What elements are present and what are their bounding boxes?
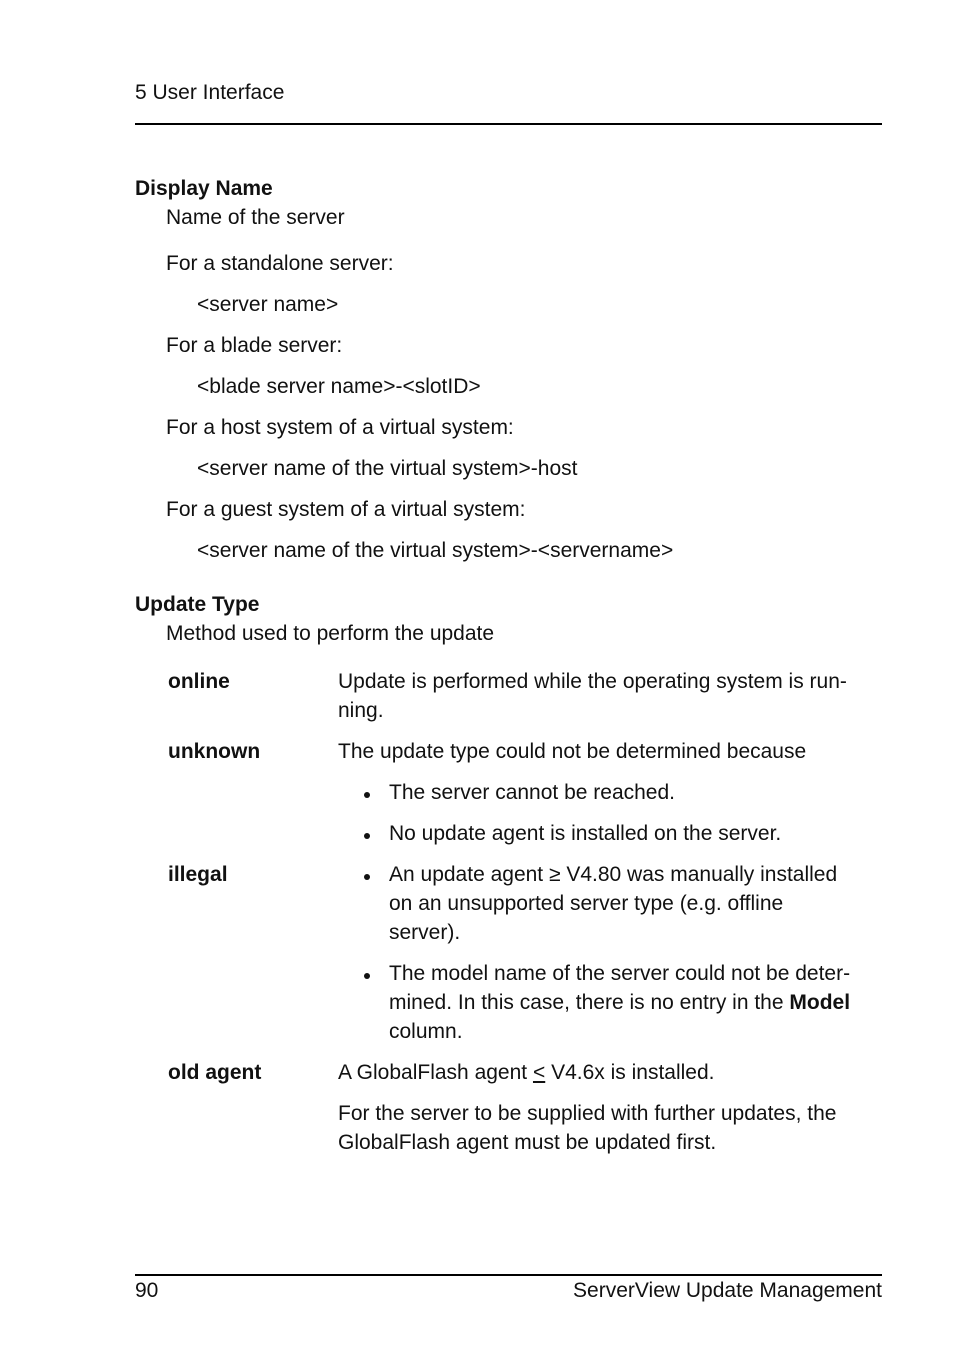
term-online: online [168,670,230,693]
old-agent-note-line2: GlobalFlash agent must be updated first. [338,1131,717,1154]
online-definition-line1: Update is performed while the operating system is run- [338,670,847,693]
term-old-agent: old agent [168,1061,262,1084]
case-label-guest: For a guest system of a virtual system: [166,498,526,521]
illegal-bullet-2-line2 [389,988,850,1017]
case-label-host: For a host system of a virtual system: [166,416,514,439]
update-type-heading: Update Type [135,593,260,616]
bullet-dot [364,792,370,798]
update-type-description: Method used to perform the update [166,622,495,645]
less-equal-symbol: < [532,1061,546,1084]
term-unknown: unknown [168,740,261,763]
bullet-dot [364,874,370,880]
illegal-bullet-2-line2-text: mined. In this case, there is no entry in the [389,991,790,1014]
footer-product-name: ServerView Update Management [573,1279,882,1302]
unknown-bullet-2: No update agent is installed on the server. [389,822,782,845]
unknown-definition: The update type could not be determined because [338,740,807,763]
running-header-chapter: 5 User Interface [135,81,285,104]
illegal-bullet-2-line1: The model name of the server could not be deter- [389,962,851,985]
case-format-guest: <server name of the virtual system>-<servername> [197,539,674,562]
case-label-standalone: For a standalone server: [166,252,394,275]
unknown-bullet-1: The server cannot be reached. [389,781,676,804]
illegal-bullet-1-line1: An update agent ≥ V4.80 was manually installed [389,863,838,886]
online-definition-line2: ning. [338,699,384,722]
illegal-bullet-2-line3: column. [389,1020,463,1043]
case-label-blade: For a blade server: [166,334,343,357]
case-format-standalone: <server name> [197,293,339,316]
old-agent-text-post: V4.6x is installed. [545,1061,715,1084]
model-column-name: Model [789,991,851,1014]
page-number: 90 [135,1279,159,1302]
old-agent-note-line1: For the server to be supplied with further updates, the [338,1102,837,1125]
illegal-bullet-1-line3: server). [389,921,461,944]
illegal-bullet-1-line2: on an unsupported server type (e.g. offline [389,892,784,915]
term-illegal: illegal [168,863,228,886]
header-rule [135,123,882,125]
display-name-description: Name of the server [166,206,345,229]
case-format-blade: <blade server name>-<slotID> [197,375,481,398]
old-agent-definition [338,1058,715,1087]
display-name-heading: Display Name [135,177,273,200]
bullet-dot [364,833,370,839]
bullet-dot [364,973,370,979]
old-agent-text-pre: A GlobalFlash agent [338,1061,533,1084]
case-format-host: <server name of the virtual system>-host [197,457,578,480]
